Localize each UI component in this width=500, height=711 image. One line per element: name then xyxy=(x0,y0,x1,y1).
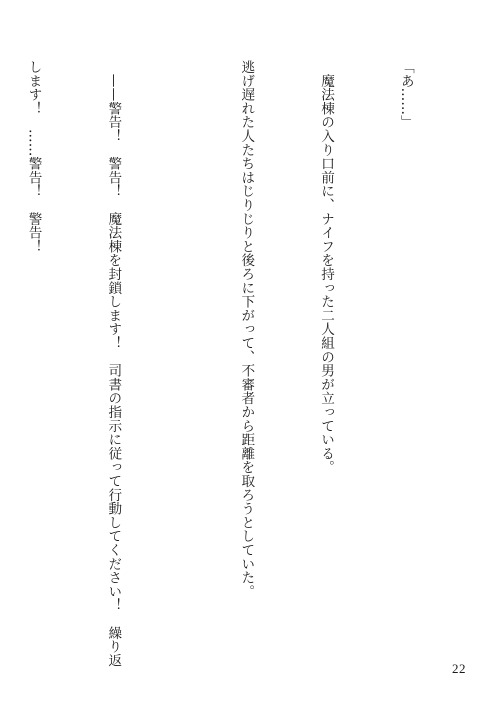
text-line: します！ ……警告！ 警告！ xyxy=(25,60,42,254)
text-line: 「あ……」 xyxy=(397,60,414,129)
vertical-text-body xyxy=(0,60,472,668)
text-line: 魔法棟の入り口前に、ナイフを持った二人組の男が立っている。 xyxy=(318,60,335,474)
text-line: 逃げ遅れた人たちはじりじりと後ろに下がって、不審者から距離を取ろうとしていた。 xyxy=(238,60,255,599)
text-line: ——警告！ 警告！ 魔法棟を封鎖します！ 司書の指示に従って行動してください！ 繰り返 xyxy=(105,60,122,668)
page-number: 22 xyxy=(452,661,466,676)
